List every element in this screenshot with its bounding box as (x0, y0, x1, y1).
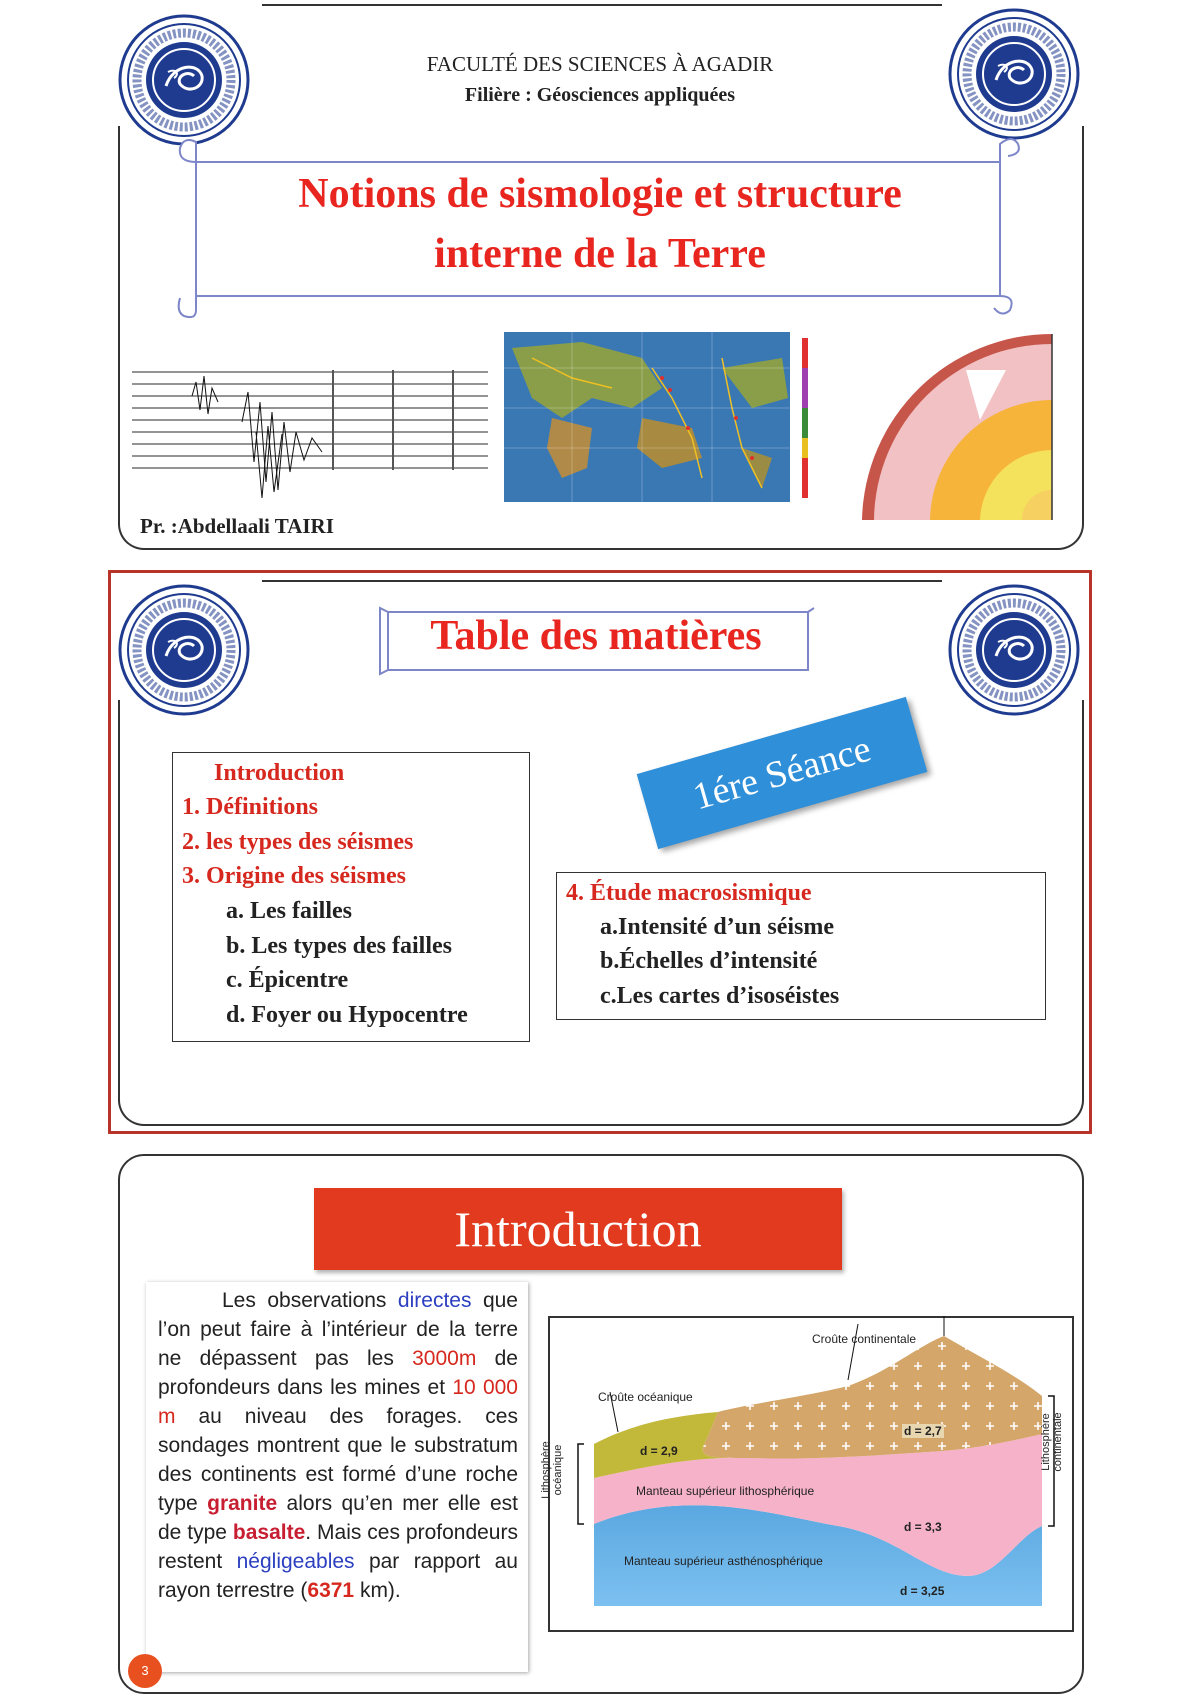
label-crust-continental: Croûte continentale (812, 1332, 917, 1346)
author-name: Pr. :Abdellaali TAIRI (140, 514, 334, 538)
toc-subitem[interactable]: c. Épicentre (226, 967, 349, 993)
keyword-3000m: 3000m (412, 1347, 477, 1370)
intro-title: Introduction (454, 1201, 702, 1257)
seismogram-image (132, 362, 488, 504)
intro-paragraph (146, 1282, 528, 1672)
keyword-10000m: 10 000 m (158, 1376, 518, 1428)
intro-text: que l’on peut faire à l’intérieur de la terre ne dépassent pas les (158, 1289, 518, 1370)
university-logo-icon (118, 584, 250, 716)
label-d-litho: d = 3,3 (904, 1520, 942, 1534)
intro-text: par rapport au rayon terrestre ( (158, 1550, 518, 1602)
toc-subitem[interactable]: c.Les cartes d’isoséistes (600, 983, 840, 1009)
label-mantle-litho: Manteau supérieur lithosphérique (636, 1484, 815, 1498)
lithosphere-diagram (548, 1316, 1074, 1632)
toc-item[interactable]: 1. Définitions (182, 794, 319, 820)
label-d-oceanic: d = 2,9 (640, 1444, 678, 1458)
intro-banner (314, 1188, 842, 1270)
program-name: Filière : Géosciences appliquées (464, 84, 736, 106)
keyword-granite: granite (207, 1492, 278, 1515)
top-rule (262, 4, 942, 6)
keyword-negligeables: négligeables (236, 1550, 355, 1573)
session-label: 1ére Séance (688, 727, 876, 819)
earth-structure-section-image (856, 330, 1068, 520)
label-mantle-astheno: Manteau supérieur asthénosphérique (624, 1554, 823, 1568)
intro-text: au niveau des forages. ces sondages montrent que le substratum des continents est formé d’une roche type (158, 1405, 518, 1515)
page-number-badge (128, 1654, 162, 1688)
university-logo-icon (948, 584, 1080, 716)
intro-text: Les observations (222, 1289, 398, 1312)
intro-text: de profondeurs dans les mines et (158, 1347, 518, 1399)
world-seismicity-map-image (492, 328, 832, 518)
university-logo-icon (118, 14, 250, 146)
keyword-6371: 6371 (307, 1579, 355, 1602)
label-crust-oceanic: Croûte océanique (598, 1390, 693, 1404)
toc-item[interactable]: 2. les types des séismes (182, 829, 414, 855)
label-litho-continental: Lithosphère continentale (1040, 1412, 1064, 1472)
toc-subitem[interactable]: b.Échelles d’intensité (600, 948, 818, 974)
label-litho-oceanic: Lithosphère océanique (540, 1441, 564, 1499)
intro-text: km). (354, 1579, 401, 1602)
page-number: 3 (141, 1663, 149, 1678)
course-title-line2: interne de la Terre (434, 231, 766, 277)
toc-item[interactable]: 3. Origine des séismes (182, 863, 406, 889)
top-rule (262, 580, 942, 582)
keyword-basalte: basalte (232, 1521, 306, 1544)
toc-item[interactable]: Introduction (214, 760, 345, 786)
label-d-continental: d = 2,7 (904, 1424, 942, 1438)
intro-text: alors qu’en mer elle est de type (158, 1492, 518, 1544)
label-d-astheno: d = 3,25 (900, 1584, 945, 1598)
toc-subitem[interactable]: a.Intensité d’un séisme (600, 914, 835, 940)
course-title-line1: Notions de sismologie et structure (298, 171, 902, 217)
intro-text: . Mais ces profondeurs restent (158, 1521, 518, 1573)
scroll-banner-icon (176, 134, 1024, 320)
toc-subitem[interactable]: b. Les types des failles (226, 933, 453, 959)
keyword-directes: directes (397, 1289, 472, 1312)
toc-subitem[interactable]: d. Foyer ou Hypocentre (226, 1002, 468, 1028)
university-logo-icon (948, 8, 1080, 140)
toc-subitem[interactable]: a. Les failles (226, 898, 352, 924)
toc-item[interactable]: 4. Étude macrosismique (566, 880, 812, 906)
toc-title: Table des matières (430, 613, 762, 659)
faculty-name: FACULTÉ DES SCIENCES À AGADIR (426, 52, 774, 76)
